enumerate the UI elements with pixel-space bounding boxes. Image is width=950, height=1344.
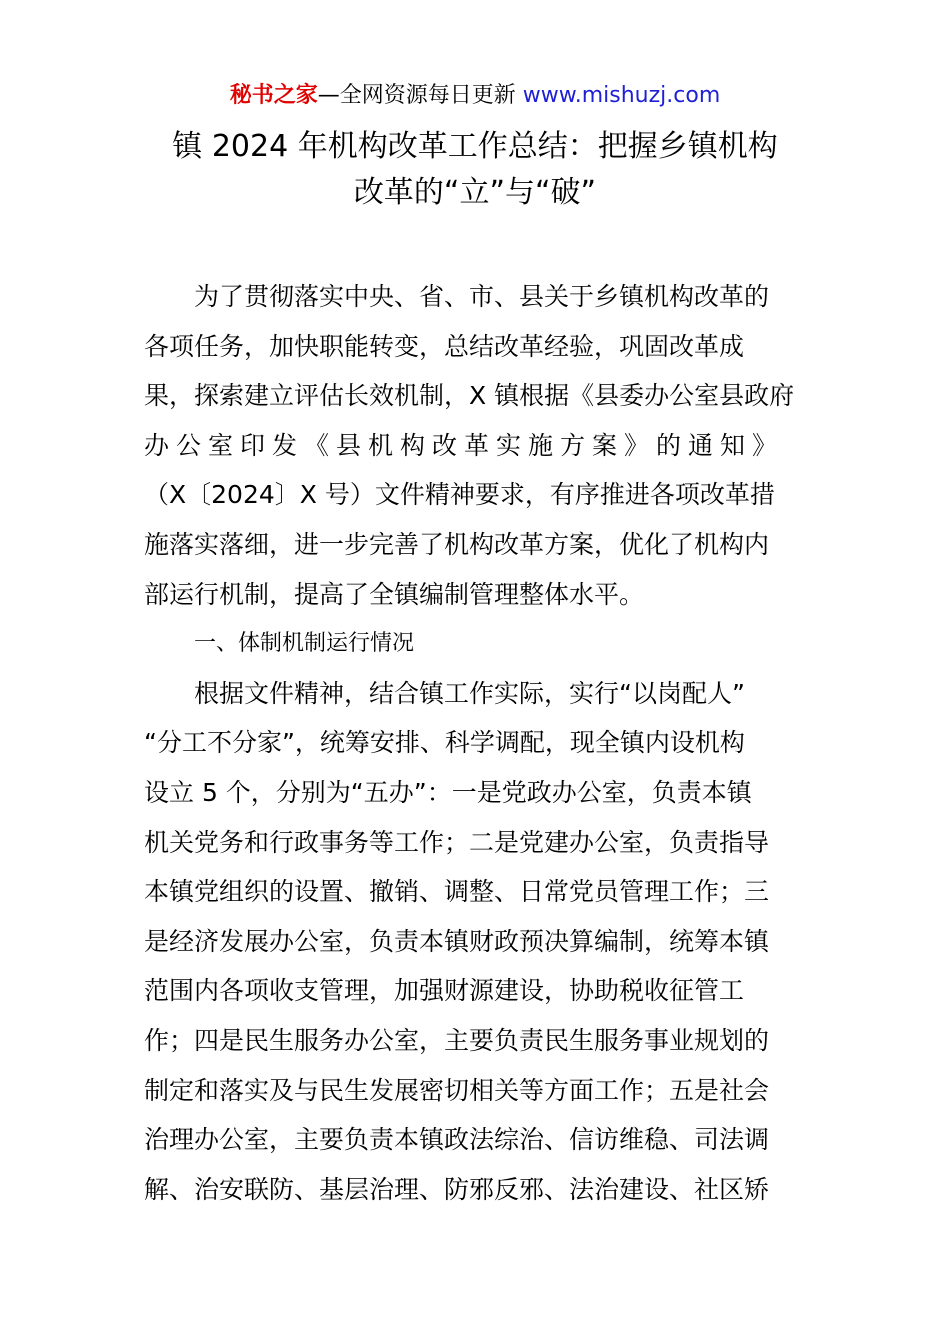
- text-line: 范围内各项收支管理，加强财源建设，协助税收征管工: [144, 976, 745, 1006]
- text-line: 办公室印发《县机构改革实施方案》的通知》: [144, 430, 785, 460]
- text-line: 制定和落实及与民生发展密切相关等方面工作；五是社会: [144, 1075, 770, 1105]
- document-title: [60, 124, 890, 216]
- text-line: 施落实落细，进一步完善了机构改革方案，优化了机构内: [144, 529, 770, 559]
- site-tagline: —全网资源每日更新: [317, 83, 516, 108]
- text-line: 治理办公室，主要负责本镇政法综治、信访维稳、司法调: [144, 1125, 770, 1155]
- section-heading: 一、体制机制运行情况: [194, 631, 415, 657]
- site-header: [0, 80, 950, 112]
- text-line: 作；四是民生服务办公室，主要负责民生服务事业规划的: [144, 1025, 770, 1055]
- site-url-link[interactable]: www.mishuzj.com: [522, 83, 721, 108]
- title-line-2: 改革的“立”与“破”: [353, 175, 597, 210]
- text-line: 解、治安联防、基层治理、防邪反邪、法治建设、社区矫: [144, 1174, 770, 1204]
- text-line: “分工不分家”，统筹安排、科学调配，现全镇内设机构: [144, 728, 745, 758]
- title-line-1: 镇 2024 年机构改革工作总结：把握乡镇机构: [172, 129, 778, 164]
- text-line: （X〔2024〕X 号）文件精神要求，有序推进各项改革措: [144, 480, 775, 510]
- text-line: 是经济发展办公室，负责本镇财政预决算编制，统筹本镇: [144, 926, 770, 956]
- document-body: [144, 272, 806, 1214]
- text-line: 为了贯彻落实中央、省、市、县关于乡镇机构改革的: [194, 282, 770, 311]
- paragraph-institutions: [144, 669, 806, 1215]
- text-line: 各项任务，加快职能转变，总结改革经验，巩固改革成: [144, 331, 745, 361]
- text-line: 果，探索建立评估长效机制，X 镇根据《县委办公室县政府: [144, 381, 795, 411]
- text-line: 机关党务和行政事务等工作；二是党建办公室，负责指导: [144, 827, 770, 857]
- text-line: 设立 5 个，分别为“五办”：一是党政办公室，负责本镇: [144, 777, 752, 807]
- text-line: 部运行机制，提高了全镇编制管理整体水平。: [144, 579, 645, 609]
- site-brand: 秘书之家: [229, 83, 318, 108]
- text-line: 本镇党组织的设置、撤销、调整、日常党员管理工作；三: [144, 877, 770, 907]
- text-line: 根据文件精神，结合镇工作实际，实行“以岗配人”: [194, 678, 745, 708]
- paragraph-intro: [144, 272, 806, 619]
